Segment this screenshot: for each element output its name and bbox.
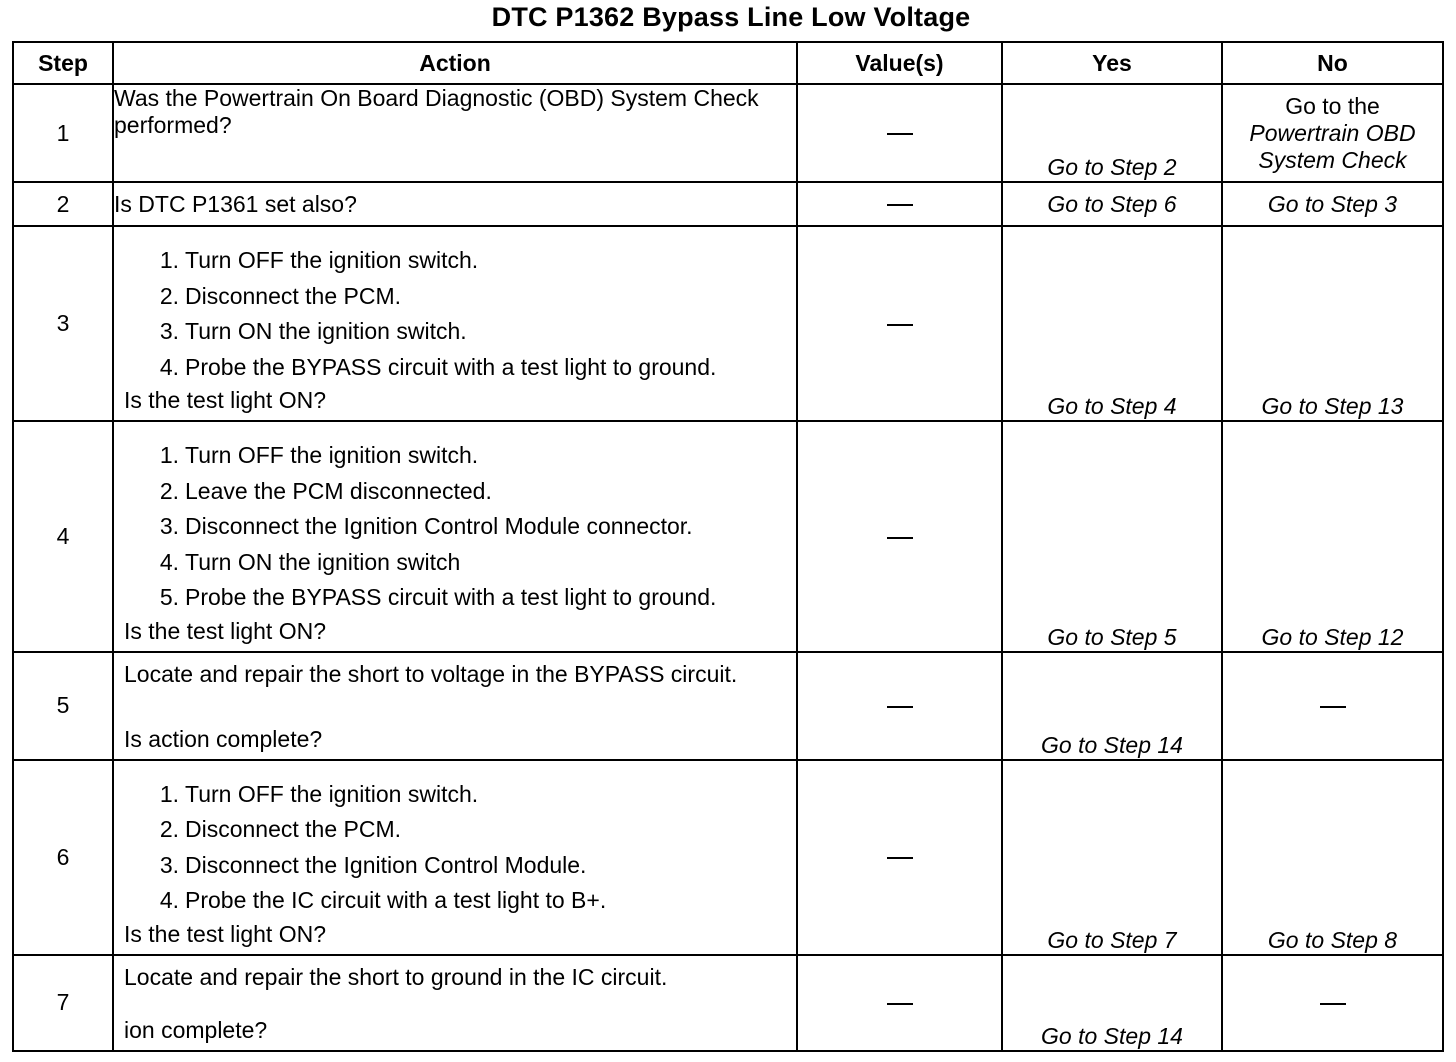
yes-link[interactable]: Go to Step 5 xyxy=(1002,421,1222,652)
header-no: No xyxy=(1222,42,1443,84)
substep-item: Disconnect the PCM. xyxy=(185,816,402,842)
value-cell xyxy=(797,226,1002,421)
substep-item: Turn OFF the ignition switch. xyxy=(185,442,479,468)
step-number: 4 xyxy=(13,421,113,652)
action-cell xyxy=(113,760,797,955)
step-number: 1 xyxy=(13,84,113,182)
substep-item: Probe the BYPASS circuit with a test light to ground. xyxy=(185,353,717,380)
substep-list xyxy=(124,777,786,919)
action-cell xyxy=(113,84,797,182)
substep-list xyxy=(124,438,786,616)
yes-link[interactable]: Go to Step 14 xyxy=(1002,652,1222,760)
action-cell xyxy=(113,421,797,652)
yes-link[interactable]: Go to Step 14 xyxy=(1002,955,1222,1052)
action-question: Is the test light ON? xyxy=(124,387,326,413)
step-number: 5 xyxy=(13,652,113,760)
substep-item: Disconnect the Ignition Control Module. xyxy=(185,851,587,878)
header-values: Value(s) xyxy=(797,42,1002,84)
substep-item: Turn ON the ignition switch. xyxy=(185,318,467,344)
action-text: Is DTC P1361 set also? xyxy=(114,190,357,217)
table-row xyxy=(13,955,1443,1052)
value-cell xyxy=(797,760,1002,955)
substep-item: Probe the IC circuit with a test light to B+. xyxy=(185,887,607,913)
step-number: 6 xyxy=(13,760,113,955)
dash-icon xyxy=(887,324,913,326)
substep-item: Leave the PCM disconnected. xyxy=(185,477,492,504)
action-question: ion complete? xyxy=(124,1017,268,1043)
substep-item: Turn ON the ignition switch xyxy=(185,548,461,575)
dash-icon xyxy=(1320,706,1346,708)
header-action: Action xyxy=(113,42,797,84)
header-step: Step xyxy=(13,42,113,84)
action-text: Was the Powertrain On Board Diagnostic (OBD) System Check performed? xyxy=(114,85,759,138)
step-number: 7 xyxy=(13,955,113,1052)
yes-link[interactable]: Go to Step 4 xyxy=(1002,226,1222,421)
table-row xyxy=(13,84,1443,182)
value-cell xyxy=(797,955,1002,1052)
action-cell xyxy=(113,955,797,1052)
dash-icon xyxy=(887,537,913,539)
value-cell xyxy=(797,652,1002,760)
action-cell xyxy=(113,226,797,421)
dash-icon xyxy=(887,857,913,859)
no-prefix: Go to the xyxy=(1285,93,1380,119)
substep-list xyxy=(124,243,786,385)
table-row xyxy=(13,760,1443,955)
yes-link[interactable]: Go to Step 2 xyxy=(1002,84,1222,182)
yes-link[interactable]: Go to Step 6 xyxy=(1002,182,1222,226)
action-question: Is action complete? xyxy=(124,725,323,752)
substep-item: Disconnect the Ignition Control Module connector. xyxy=(185,513,693,539)
action-question: Is the test light ON? xyxy=(124,920,326,947)
page-title: DTC P1362 Bypass Line Low Voltage xyxy=(491,2,971,32)
dash-icon xyxy=(1320,1003,1346,1005)
dash-icon xyxy=(887,706,913,708)
value-cell xyxy=(797,84,1002,182)
no-cell xyxy=(1222,84,1443,182)
value-cell xyxy=(797,182,1002,226)
no-link[interactable]: Go to Step 8 xyxy=(1222,760,1443,955)
substep-item: Probe the BYPASS circuit with a test light to ground. xyxy=(185,584,717,610)
no-link[interactable]: Go to Step 3 xyxy=(1222,182,1443,226)
diagnostic-table xyxy=(12,41,1444,1052)
table-row xyxy=(13,182,1443,226)
substep-item: Turn OFF the ignition switch. xyxy=(185,247,479,273)
yes-link[interactable]: Go to Step 7 xyxy=(1002,760,1222,955)
substep-item: Disconnect the PCM. xyxy=(185,282,402,309)
dash-icon xyxy=(887,204,913,206)
action-question: Is the test light ON? xyxy=(124,617,326,644)
header-yes: Yes xyxy=(1002,42,1222,84)
table-row xyxy=(13,421,1443,652)
dash-icon xyxy=(887,133,913,135)
no-link[interactable]: Go to Step 12 xyxy=(1222,421,1443,652)
action-text: Locate and repair the short to ground in the IC circuit. xyxy=(124,963,668,990)
table-row xyxy=(13,652,1443,760)
table-row xyxy=(13,226,1443,421)
action-cell xyxy=(113,652,797,760)
no-link[interactable]: Go to Step 13 xyxy=(1222,226,1443,421)
no-link[interactable]: Powertrain OBD System Check xyxy=(1249,120,1416,173)
no-cell xyxy=(1222,955,1443,1052)
no-cell xyxy=(1222,652,1443,760)
action-text: Locate and repair the short to voltage in the BYPASS circuit. xyxy=(124,660,738,687)
action-cell xyxy=(113,182,797,226)
dash-icon xyxy=(887,1003,913,1005)
substep-item: Turn OFF the ignition switch. xyxy=(185,780,479,807)
step-number: 2 xyxy=(13,182,113,226)
table-header-row xyxy=(13,42,1443,84)
step-number: 3 xyxy=(13,226,113,421)
value-cell xyxy=(797,421,1002,652)
